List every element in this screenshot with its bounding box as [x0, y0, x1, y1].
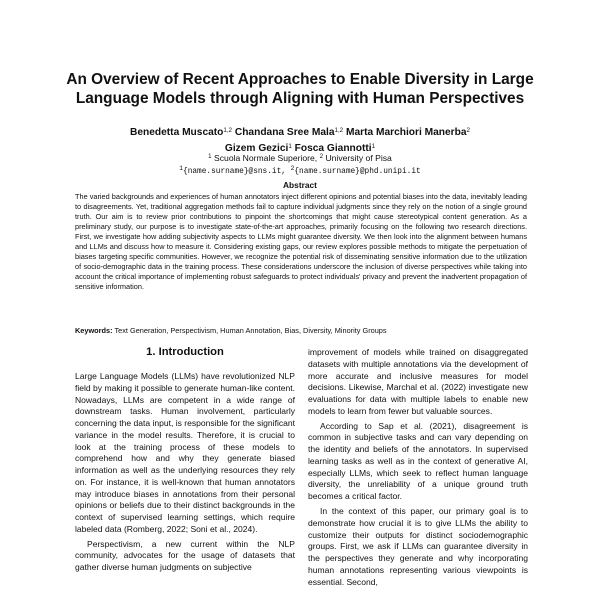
abstract-heading: Abstract: [283, 180, 317, 190]
author-affiliation-marker: 2: [466, 127, 470, 134]
author-name: Marta Marchiori Manerba: [345, 127, 467, 138]
author-affiliation-marker: 1,2: [334, 127, 344, 134]
affiliations: [40, 151, 560, 164]
body-paragraph: Large Language Models (LLMs) have revolutionized NLP field by making it possible to generate human-like content. Nowadays, LLMs are competent in a wide range of downstream tasks. Human involvement, particularly concerning the data input, is responsible for the significant variance in the model results. Therefore, it is crucial to look at the training process of these models to comprehend how and why they generate biased information as well as the underlying resources they rely on. For instance, it is well-known that human annotators may introduce biases in annotations from their personal opinions or beliefs due to their distinct backgrounds in the context of supervised learning settings, which require labeled data (Romberg, 2022; Soni et al., 2024).: [75, 371, 295, 534]
affiliation-text: University of Pisa: [325, 153, 392, 163]
author-emails: [40, 164, 560, 177]
paper-title: An Overview of Recent Approaches to Enable Diversity in Large Language Models through Aligning with Human Perspectives: [66, 71, 534, 107]
author-affiliation-marker: 1: [288, 142, 292, 150]
keywords-label: Keywords:: [75, 326, 113, 335]
author-name: Chandana Sree Mala: [234, 127, 335, 138]
body-paragraph: In the context of this paper, our primary goal is to demonstrate how crucial it is to give LLMs the ability to customize their outputs for distinct sociodemographic groups. First, we ask if LLMs can guarantee diversity in the perspectives they generate and why incorporating human annotations representing various viewpoints is essential. Second,: [308, 506, 528, 587]
author-name: Gizem Gezici: [224, 142, 289, 154]
affiliation-text: Scuola Normale Superiore,: [214, 153, 318, 163]
affiliation-marker: 1: [208, 153, 212, 160]
author-name: Benedetta Muscato: [129, 127, 224, 138]
email-text: {name.surname}@phd.unipi.it: [294, 168, 421, 176]
section-heading-introduction: 1. Introduction: [146, 346, 224, 358]
author-affiliation-marker: 1: [371, 142, 376, 150]
abstract-body: The varied backgrounds and experiences of human annotators inject different opinions and potential biases into the data, inevitably leading to disagreements. Yet, traditional aggregation methods fail to capture individual judgments since they rely on the notion of a single ground truth. Our aim is to review prior contributions to pinpoint the shortcomings that might cause stereotypical content generation. As a preliminary study, our purpose is to investigate state-of-the-art approaches, primarily focusing on the following two research directions. First, we investigate how adding subjectivity aspects to LLMs might guarantee diversity. We then look into the alignment between humans and LLMs and discuss how to measure it. Considering existing gaps, our review explores possible methods to mitigate the perpetuation of biases targeting specific communities. However, we recognize the potential risk of disseminating sensitive information due to the utilization of socio-demographic data in the training process. These considerations underscore the inclusion of diverse perspectives while taking into account the critical importance of implementing robust safeguards to protect individuals' privacy and prevent the inadvertent propagation of sensitive information.: [75, 192, 527, 292]
affiliation-marker: 2: [319, 153, 324, 160]
keywords-line: [75, 326, 527, 336]
keywords-list: Text Generation, Perspectivism, Human Annotation, Bias, Diversity, Minority Groups: [114, 326, 387, 335]
body-paragraph: improvement of models while trained on disaggregated datasets with multiple annotations via the development of more accurate and inclusive measures for model decisions. Likewise, Marchal et al. (2022) investigate new evaluations for data with multiple labels to enable new models to learn from fewer but valuable sources.: [308, 347, 528, 416]
author-affiliation-marker: 1,2: [223, 127, 232, 134]
body-paragraph: According to Sap et al. (2021), disagreement is common in subjective tasks and can vary depending on the identity and beliefs of the annotators. In supervised learning tasks as well as in the context of generative AI, especially LLMs, which seek to reflect human language diversity, the unreliability of a unique ground truth becomes a critical factor.: [308, 420, 528, 502]
email-marker: 2: [290, 165, 295, 172]
body-paragraph: Perspectivism, a new current within the NLP community, advocates for the usage of datasets that gather diverse human judgments on subjective: [75, 538, 295, 573]
left-column: [75, 371, 295, 577]
right-column: [308, 347, 528, 592]
email-text: {name.surname}@sns.it,: [183, 168, 286, 176]
email-marker: 1: [179, 165, 184, 172]
author-name: Fosca Giannotti: [294, 142, 372, 154]
